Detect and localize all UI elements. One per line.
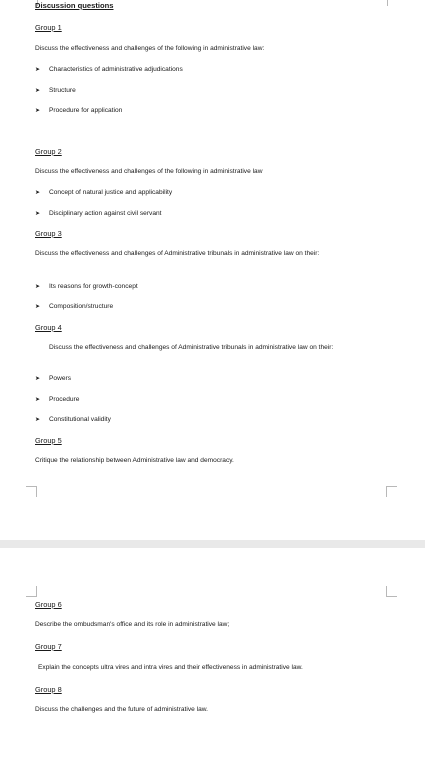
group-6-text: Describe the ombudsman's office and its role in administrative law;	[35, 621, 230, 628]
group-4-text: Discuss the effectiveness and challenges of Administrative tribunals in administrative law on their:	[49, 344, 334, 351]
group-1-item	[35, 87, 76, 94]
group-2-text: Discuss the effectiveness and challenges of the following in administrative law	[35, 168, 263, 175]
arrow-bullet-icon: ➤	[35, 88, 41, 94]
list-item-text: Composition/structure	[49, 303, 114, 310]
group-2-item	[35, 210, 162, 217]
arrow-bullet-icon: ➤	[35, 284, 41, 290]
margin-mark-bottom-left	[26, 486, 37, 497]
group-4-item	[35, 396, 79, 403]
list-item-text: Procedure	[49, 396, 80, 403]
arrow-bullet-icon: ➤	[35, 376, 41, 382]
group-1-item	[35, 66, 183, 73]
margin-mark-top-right	[386, 586, 397, 597]
group-1-heading: Group 1	[35, 23, 62, 32]
group-1-item	[35, 107, 122, 114]
arrow-bullet-icon: ➤	[35, 304, 41, 310]
list-item-text: Powers	[49, 375, 71, 382]
group-6-heading: Group 6	[35, 600, 62, 609]
group-7-heading: Group 7	[35, 642, 62, 651]
group-3-item	[35, 303, 113, 310]
group-4-item	[35, 416, 111, 423]
group-3-item	[35, 283, 138, 290]
arrow-bullet-icon: ➤	[35, 397, 41, 403]
arrow-bullet-icon: ➤	[35, 108, 41, 114]
margin-mark-top-left	[26, 586, 37, 597]
group-2-heading: Group 2	[35, 147, 62, 156]
list-item-text: Structure	[49, 87, 76, 94]
group-3-text: Discuss the effectiveness and challenges of Administrative tribunals in administrative law on their:	[35, 250, 320, 257]
arrow-bullet-icon: ➤	[35, 211, 41, 217]
group-1-text: Discuss the effectiveness and challenges of the following in administrative law:	[35, 45, 265, 52]
arrow-bullet-icon: ➤	[35, 417, 41, 423]
list-item-text: Procedure for application	[49, 107, 123, 114]
list-item-text: Concept of natural justice and applicability	[49, 189, 173, 196]
group-7-text: Explain the concepts ultra vires and intra vires and their effectiveness in administrative law.	[38, 664, 303, 671]
arrow-bullet-icon: ➤	[35, 67, 41, 73]
list-item-text: Constitutional validity	[49, 416, 111, 423]
list-item-text: Disciplinary action against civil servant	[49, 210, 162, 217]
group-4-heading: Group 4	[35, 323, 62, 332]
group-8-text: Discuss the challenges and the future of administrative law.	[35, 706, 208, 713]
document-page-2	[0, 548, 425, 768]
group-2-item	[35, 189, 172, 196]
margin-mark-top-right	[387, 0, 398, 6]
group-5-heading: Group 5	[35, 436, 62, 445]
group-4-item	[35, 375, 71, 382]
list-item-text: Its reasons for growth-concept	[49, 283, 138, 290]
group-5-text: Critique the relationship between Administrative law and democracy.	[35, 457, 234, 464]
document-title: Discussion questions	[35, 1, 114, 10]
group-8-heading: Group 8	[35, 685, 62, 694]
page-separator	[0, 540, 425, 548]
list-item-text: Characteristics of administrative adjudications	[49, 66, 183, 73]
margin-mark-bottom-right	[386, 486, 397, 497]
group-3-heading: Group 3	[35, 229, 62, 238]
arrow-bullet-icon: ➤	[35, 190, 41, 196]
